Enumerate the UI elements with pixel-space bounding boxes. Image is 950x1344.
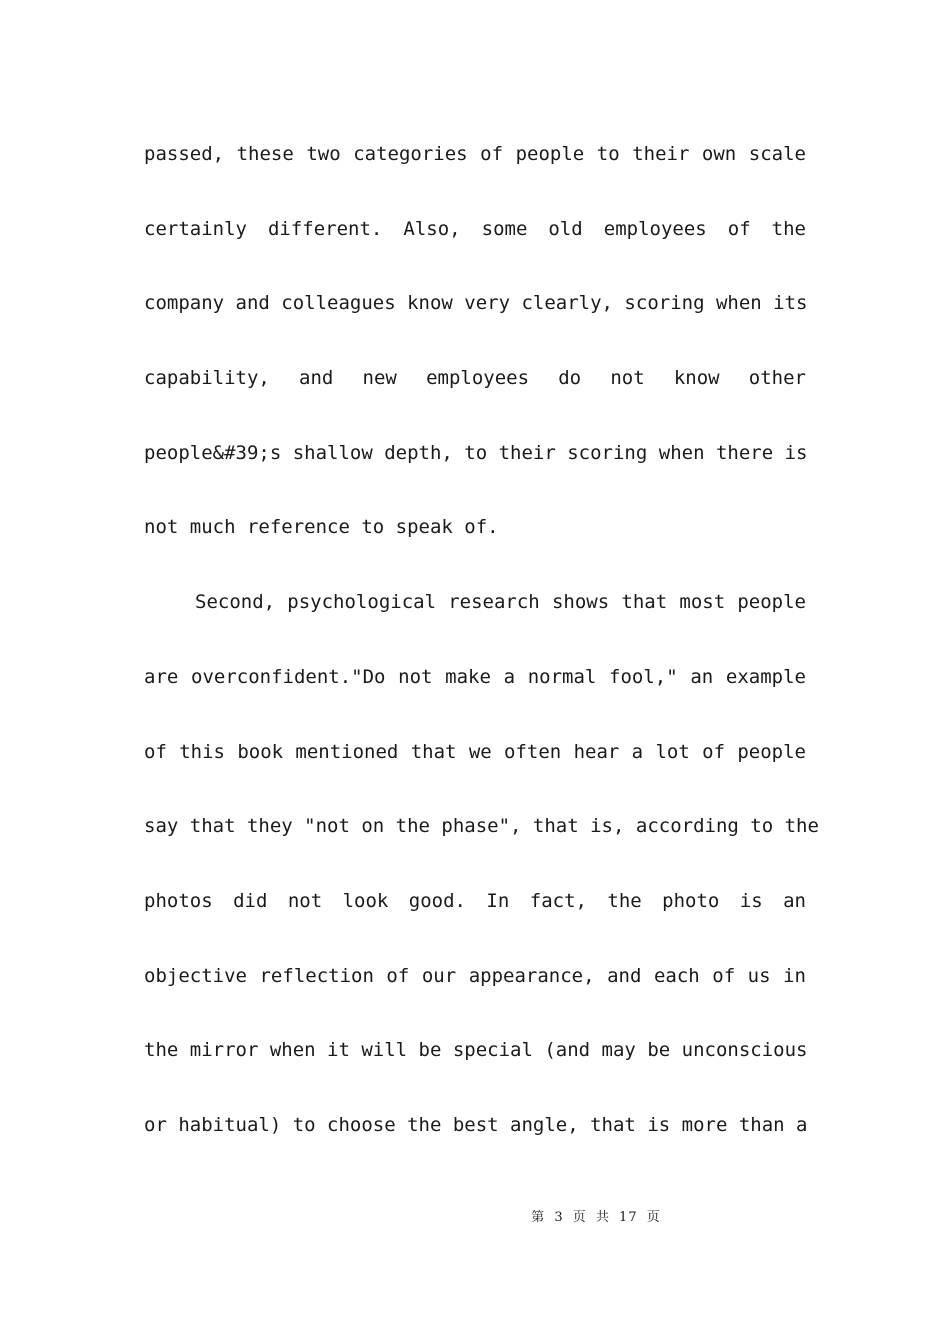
text-line: people&#39;s shallow depth, to their scoring when there is: [144, 441, 808, 464]
text-line: company and colleagues know very clearly, scoring when its: [144, 292, 808, 315]
text-line: capability, and new employees do not know other: [144, 367, 806, 390]
text-line: not much reference to speak of.: [144, 516, 499, 539]
text-line: certainly different. Also, some old employees of the: [144, 217, 806, 240]
body-text: [144, 117, 819, 1163]
text-line: or habitual) to choose the best angle, that is more than a: [144, 1113, 808, 1136]
page-number-footer: 第 3 页 共 17 页: [531, 1210, 661, 1225]
text-line: of this book mentioned that we often hear a lot of people: [144, 740, 806, 763]
text-line: say that they "not on the phase", that is, according to the: [144, 815, 819, 838]
text-line: the mirror when it will be special (and may be unconscious: [144, 1039, 808, 1062]
text-line: objective reflection of our appearance, and each of us in: [144, 964, 806, 987]
paragraph-start-line: Second, psychological research shows that most people: [195, 591, 806, 614]
text-line: passed, these two categories of people to their own scale: [144, 143, 806, 165]
text-line: are overconfident."Do not make a normal fool," an example: [144, 665, 806, 688]
text-line: photos did not look good. In fact, the photo is an: [144, 889, 806, 912]
